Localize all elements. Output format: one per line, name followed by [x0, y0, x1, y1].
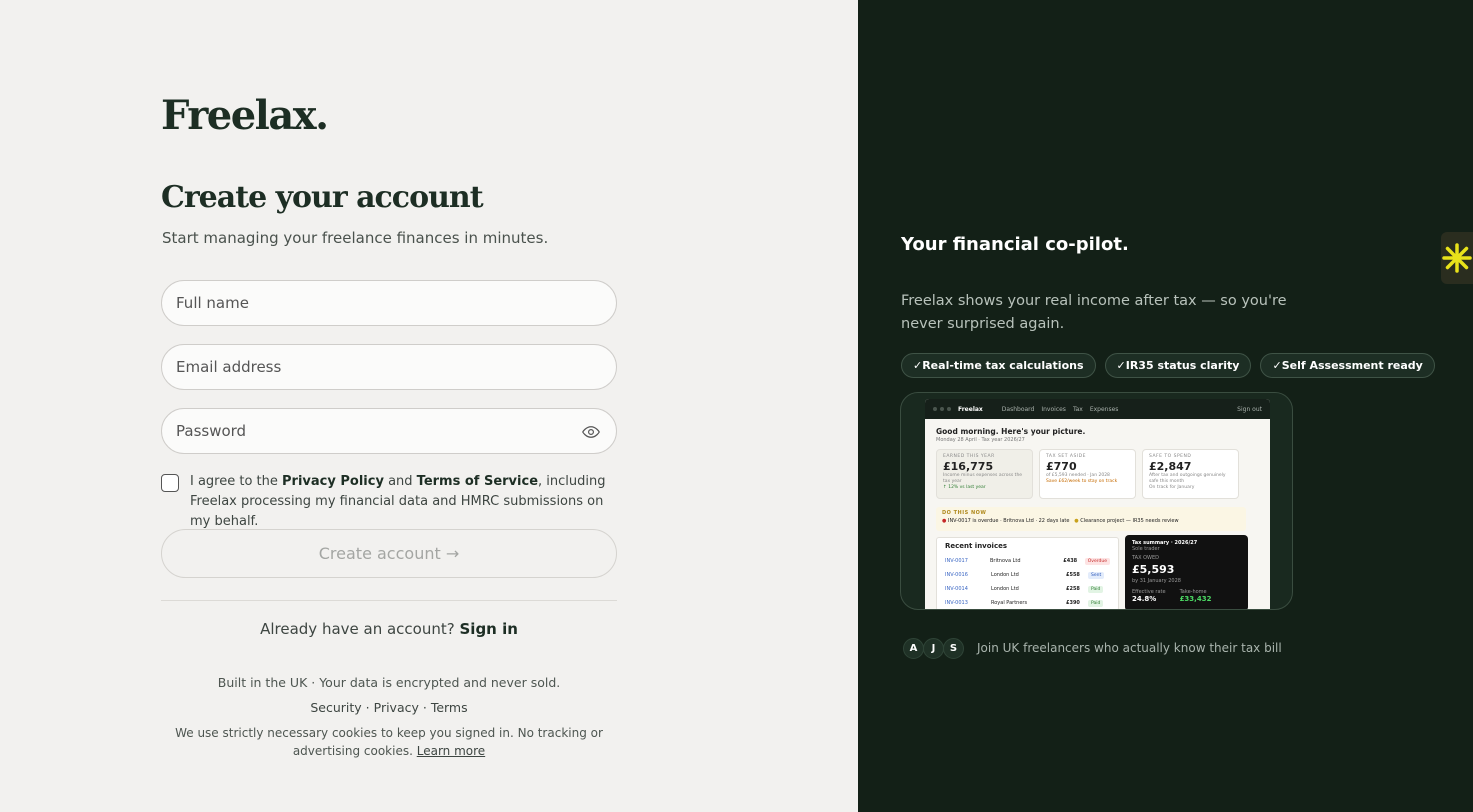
- card-note: ↑ 12% vs last year: [943, 485, 986, 490]
- preview-todo: DO THIS NOW ● INV-0017 is overdue · Britnova Ltd · 22 days late ● Clearance project — IR35 needs review: [936, 507, 1246, 531]
- fullname-field[interactable]: [161, 280, 617, 326]
- cookie-notice: [161, 724, 617, 760]
- inv-id: INV-0014: [945, 586, 968, 592]
- preview-app-name: Freelax: [958, 405, 983, 413]
- tax-owed: £5,593: [1132, 563, 1175, 576]
- eff-value: 24.8%: [1132, 595, 1157, 603]
- preview-nav-tax: Tax: [1072, 405, 1083, 413]
- card-value: £770: [1046, 460, 1077, 473]
- preview-date: Monday 28 April · Tax year 2026/27: [936, 437, 1025, 443]
- privacy-link[interactable]: Privacy: [373, 700, 419, 715]
- preview-nav-invoices: Invoices: [1041, 405, 1066, 413]
- inv-client: London Ltd: [991, 572, 1019, 578]
- status-badge: Paid: [1088, 600, 1103, 607]
- inv-id: INV-0017: [945, 558, 968, 564]
- inv-client: London Ltd: [991, 586, 1019, 592]
- tax-sub: Sole trader: [1132, 546, 1160, 552]
- preview-nav-dashboard: Dashboard: [1001, 405, 1035, 413]
- terms-footer-link[interactable]: Terms: [430, 700, 468, 715]
- todo-item: INV-0017 is overdue · Britnova Ltd · 22 days late: [947, 518, 1070, 524]
- password-input[interactable]: [162, 409, 616, 453]
- status-badge: Overdue: [1085, 558, 1110, 565]
- inv-id: INV-0013: [945, 600, 968, 606]
- invoices-heading: Recent invoices: [945, 542, 1008, 550]
- preview-screen: [925, 399, 1270, 610]
- todo-item: Clearance project — IR35 needs review: [1080, 518, 1179, 524]
- eye-icon[interactable]: [582, 423, 600, 441]
- preview-nav-expenses: Expenses: [1089, 405, 1119, 413]
- page-title: Create your account: [161, 180, 483, 215]
- divider: [161, 600, 617, 601]
- inv-amount: £390: [1066, 600, 1080, 606]
- avatar-group: [903, 638, 963, 659]
- freelax-logo[interactable]: Freelax.: [161, 92, 328, 139]
- todo-heading: DO THIS NOW: [942, 510, 987, 516]
- signin-link[interactable]: Sign in: [459, 620, 518, 638]
- create-account-button[interactable]: Create account →: [161, 529, 617, 578]
- card-note: of £5,593 needed · Jan 2028: [1046, 473, 1110, 478]
- fullname-input[interactable]: [162, 281, 616, 325]
- preview-tax-summary: [1125, 535, 1248, 610]
- card-note: After tax and outgoings genuinely safe this month: [1149, 473, 1226, 484]
- inv-amount: £438: [1063, 558, 1078, 564]
- cookie-text: We use strictly necessary cookies to keep you signed in. No tracking or advertising cookies.: [175, 726, 603, 758]
- agree-and: and: [383, 474, 417, 489]
- preview-greeting: Good morning. Here's your picture.: [936, 427, 1086, 436]
- card-note: On track for January: [1149, 485, 1195, 490]
- card-value: £16,775: [943, 460, 994, 473]
- footer-links: [161, 700, 617, 715]
- privacy-policy-link[interactable]: Privacy Policy: [282, 474, 384, 489]
- promo-description: Freelax shows your real income after tax — so you're never surprised again.: [901, 293, 1287, 332]
- trust-note: Built in the UK · Your data is encrypted and never sold.: [217, 675, 561, 690]
- security-link[interactable]: Security: [310, 700, 362, 715]
- inv-client: Royal Partners: [991, 600, 1028, 606]
- password-field[interactable]: [161, 408, 617, 454]
- preview-card-tax: [1039, 449, 1136, 499]
- chip-ir35: ✓IR35 status clarity: [1105, 353, 1252, 378]
- dashboard-preview: [900, 392, 1293, 610]
- tax-due: by 31 January 2028: [1132, 578, 1181, 584]
- card-value: £2,847: [1149, 460, 1192, 473]
- card-note: Income minus expenses across the tax year: [943, 473, 1023, 484]
- promo-tagline: Your financial co-pilot.: [901, 234, 1129, 255]
- avatar: A: [903, 638, 924, 659]
- card-label: SAFE TO SPEND: [1149, 454, 1192, 459]
- signin-prompt: [161, 620, 617, 638]
- join-text: Join UK freelancers who actually know their tax bill: [977, 641, 1282, 655]
- preview-card-earned: [936, 449, 1033, 499]
- agree-checkbox[interactable]: [161, 474, 179, 492]
- card-label: TAX SET ASIDE: [1046, 454, 1086, 459]
- card-label: EARNED THIS YEAR: [943, 454, 995, 459]
- table-row: [945, 554, 1110, 568]
- status-badge: Sent: [1088, 572, 1104, 579]
- inv-client: Britnova Ltd: [989, 558, 1021, 564]
- agree-suffix: , including Freelax processing my financial data and HMRC submissions on my behalf.: [190, 474, 606, 529]
- agree-prefix: I agree to the: [190, 474, 283, 489]
- chip-tax-calculations: ✓Real-time tax calculations: [901, 353, 1096, 378]
- window-dots-icon: [933, 407, 951, 411]
- status-badge: Paid: [1088, 586, 1103, 593]
- sep: ·: [361, 700, 374, 715]
- takehome-label: Take-home: [1179, 589, 1207, 595]
- eff-label: Effective rate: [1132, 589, 1166, 595]
- email-input[interactable]: [162, 345, 616, 389]
- card-note: Save £62/week to stay on track: [1046, 479, 1118, 484]
- feature-chips: [901, 353, 1435, 378]
- avatar: S: [943, 638, 964, 659]
- page-subtitle: Start managing your freelance finances in minutes.: [162, 229, 549, 247]
- preview-invoices: [936, 537, 1119, 610]
- inv-amount: £258: [1066, 586, 1080, 592]
- sparkle-icon[interactable]: [1441, 232, 1473, 284]
- preview-topbar: [925, 399, 1270, 419]
- tax-title: Tax summary · 2026/27: [1132, 540, 1198, 546]
- inv-id: INV-0016: [945, 572, 968, 578]
- table-row: [945, 568, 1110, 582]
- agree-text: [190, 472, 620, 532]
- preview-signout: Sign out: [1237, 405, 1262, 413]
- email-field[interactable]: [161, 344, 617, 390]
- preview-card-safe: [1142, 449, 1239, 499]
- have-account-text: Already have an account?: [260, 620, 455, 638]
- chip-self-assessment: ✓Self Assessment ready: [1260, 353, 1434, 378]
- asterisk-icon: [1442, 243, 1472, 273]
- sep: ·: [418, 700, 431, 715]
- tax-owed-label: TAX OWED: [1132, 555, 1159, 561]
- table-row: [945, 582, 1110, 596]
- takehome-value: £33,432: [1179, 595, 1212, 603]
- table-row: [945, 596, 1110, 610]
- avatar: J: [923, 638, 944, 659]
- inv-amount: £558: [1066, 572, 1080, 578]
- terms-link[interactable]: Terms of Service: [416, 474, 539, 489]
- learn-more-link[interactable]: Learn more: [416, 744, 486, 758]
